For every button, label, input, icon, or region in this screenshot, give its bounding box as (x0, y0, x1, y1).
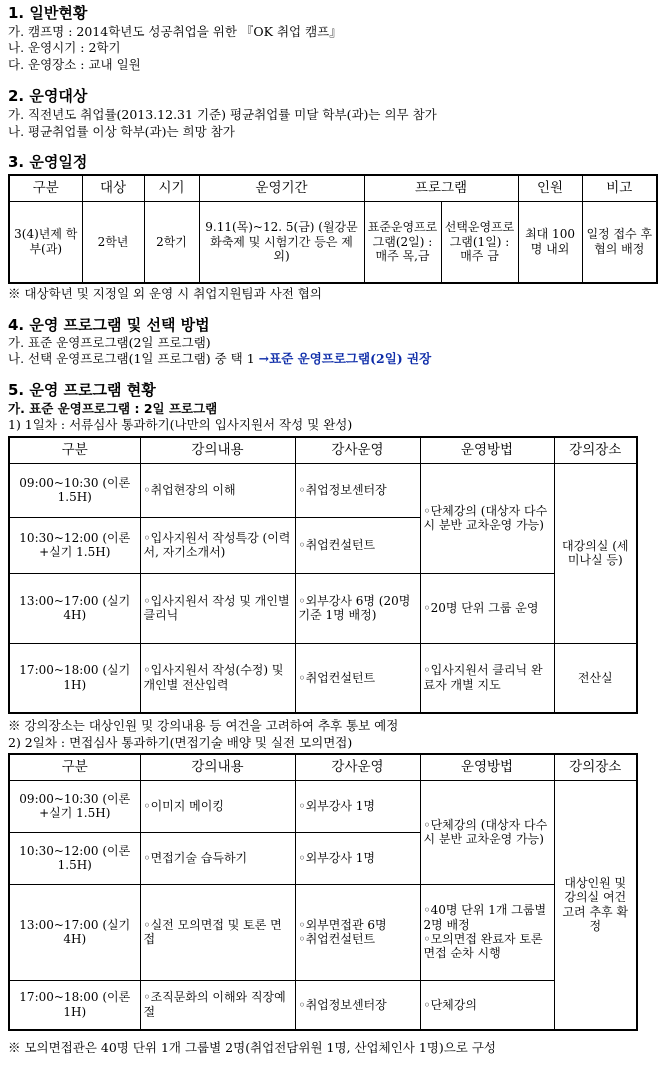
table-row (9, 643, 637, 713)
cell-teacher: ◦취업컨설턴트 (295, 517, 420, 573)
col-period: 시기 (144, 175, 199, 201)
col-method: 운영방법 (420, 754, 554, 780)
s2-line: 나. 평균취업률 이상 학부(과)는 희망 참가 (8, 124, 235, 139)
teacher-line: ◦외부면접관 6명 (298, 917, 387, 932)
cell-note: 일정 접수 후 협의 배정 (582, 201, 657, 283)
col-people: 인원 (518, 175, 582, 201)
note2: ※ 모의면접관은 40명 단위 1개 그룹별 2명(취업전담위원 1명, 산업체인사 1명)으로 구성 (8, 1040, 497, 1055)
col-program: 프로그램 (364, 175, 518, 201)
day2-title: 2) 2일차 : 면접심사 통과하기(면접기술 배양 및 실전 모의면접) (8, 735, 353, 750)
cell-duration: 9.11(목)~12. 5(금) (월강문화축제 및 시험기간 등은 제외) (199, 201, 364, 283)
cell-time: 10:30~12:00 (이론 1.5H) (9, 832, 140, 884)
s1-line: 가. 캠프명 : 2014학년도 성공취업을 위한 『OK 취업 캠프』 (8, 24, 342, 39)
cell-content: ◦입사지원서 작성 및 개인별 클리닉 (140, 573, 295, 643)
cell-time: 10:30~12:00 (이론+실기 1.5H) (9, 517, 140, 573)
s3-footnote: ※ 대상학년 및 지정일 외 운영 시 취업지원팀과 사전 협의 (8, 286, 322, 301)
cell-method: ◦입사지원서 클리닉 완료자 개별 지도 (420, 643, 554, 713)
method-line: ◦모의면접 완료자 토론면접 순차 시행 (423, 932, 543, 961)
col-duration: 운영기간 (199, 175, 364, 201)
day1-table (8, 436, 638, 714)
col-place: 강의장소 (554, 754, 637, 780)
cell-teacher: ◦외부강사 6명 (20명 기준 1명 배정) (295, 573, 420, 643)
s4-line2: 나. 선택 운영프로그램(1일 프로그램) 중 택 1 →표준 운영프로그램(2일) 권장 (8, 351, 432, 366)
s2-line: 가. 직전년도 취업률(2013.12.31 기준) 평균취업률 미달 학부(과)는 의무 참가 (8, 107, 437, 122)
cell-time: 17:00~18:00 (실기 1H) (9, 643, 140, 713)
table-row (9, 780, 637, 832)
cell-content: ◦입사지원서 작성특강 (이력서, 자기소개서) (140, 517, 295, 573)
cell-teacher: ◦취업컨설턴트 (295, 643, 420, 713)
cell-teacher (295, 884, 420, 980)
section1-title: 1. 일반현황 (8, 4, 88, 22)
cell-method: ◦20명 단위 그룹 운영 (420, 573, 554, 643)
s4-line1: 가. 표준 운영프로그램(2일 프로그램) (8, 335, 211, 350)
method-line: ◦40명 단위 1개 그룹별 2명 배정 (423, 903, 547, 932)
col-place: 강의장소 (554, 437, 637, 463)
table-row (9, 573, 637, 643)
section5-title: 5. 운영 프로그램 현황 (8, 381, 156, 399)
cell-content: ◦실전 모의면접 및 토론 면접 (140, 884, 295, 980)
col-target: 대상 (82, 175, 144, 201)
col-teacher: 강사운영 (295, 754, 420, 780)
cell-prog1: 표준운영프로그램(2일) : 매주 목,금 (364, 201, 441, 283)
cell-method: ◦단체강의 (대상자 다수 시 분반 교차운영 가능) (420, 780, 554, 884)
col-note: 비고 (582, 175, 657, 201)
section2-title: 2. 운영대상 (8, 87, 88, 105)
cell-target: 2학년 (82, 201, 144, 283)
s5-sub: 가. 표준 운영프로그램 : 2일 프로그램 (8, 401, 218, 416)
cell-gubun: 3(4)년제 학부(과) (9, 201, 82, 283)
col-gubun: 구분 (9, 754, 140, 780)
cell-prog2: 선택운영프로그램(1일) : 매주 금 (441, 201, 518, 283)
cell-place: 전산실 (554, 643, 637, 713)
note1: ※ 강의장소는 대상인원 및 강의내용 등 여건을 고려하여 추후 통보 예정 (8, 718, 399, 733)
cell-content: ◦면접기술 습득하기 (140, 832, 295, 884)
cell-time: 13:00~17:00 (실기 4H) (9, 573, 140, 643)
table-row (9, 980, 637, 1030)
cell-content: ◦입사지원서 작성(수정) 및 개인별 전산입력 (140, 643, 295, 713)
cell-people: 최대 100명 내외 (518, 201, 582, 283)
teacher-line: ◦취업컨설턴트 (298, 932, 376, 946)
section4-title: 4. 운영 프로그램 및 선택 방법 (8, 316, 210, 334)
col-gubun: 구분 (9, 437, 140, 463)
cell-method: ◦단체강의 (420, 980, 554, 1030)
col-content: 강의내용 (140, 437, 295, 463)
cell-period: 2학기 (144, 201, 199, 283)
cell-time: 09:00~10:30 (이론 1.5H) (9, 463, 140, 517)
cell-content: ◦취업현장의 이해 (140, 463, 295, 517)
cell-teacher: ◦취업정보센터장 (295, 980, 420, 1030)
s4-emphasis: →표준 운영프로그램(2일) 권장 (258, 351, 432, 366)
cell-time: 09:00~10:30 (이론+실기 1.5H) (9, 780, 140, 832)
table-row (9, 463, 637, 517)
col-content: 강의내용 (140, 754, 295, 780)
s1-line: 다. 운영장소 : 교내 일원 (8, 57, 141, 72)
cell-method: ◦단체강의 (대상자 다수 시 분반 교차운영 가능) (420, 463, 554, 573)
day1-title: 1) 1일차 : 서류심사 통과하기(나만의 입사지원서 작성 및 완성) (8, 417, 353, 432)
day2-table (8, 753, 638, 1031)
cell-content: ◦조직문화의 이해와 직장예절 (140, 980, 295, 1030)
cell-time: 13:00~17:00 (실기 4H) (9, 884, 140, 980)
s1-line: 나. 운영시기 : 2학기 (8, 40, 121, 55)
section3-title: 3. 운영일정 (8, 153, 88, 171)
col-gubun: 구분 (9, 175, 82, 201)
cell-content: ◦이미지 메이킹 (140, 780, 295, 832)
schedule-table (8, 174, 658, 284)
col-teacher: 강사운영 (295, 437, 420, 463)
cell-teacher: ◦취업정보센터장 (295, 463, 420, 517)
cell-place: 대강의실 (세미나실 등) (554, 463, 637, 643)
cell-teacher: ◦외부강사 1명 (295, 832, 420, 884)
col-method: 운영방법 (420, 437, 554, 463)
cell-time: 17:00~18:00 (이론 1H) (9, 980, 140, 1030)
cell-method (420, 884, 554, 980)
table-row (9, 884, 637, 980)
cell-teacher: ◦외부강사 1명 (295, 780, 420, 832)
cell-place: 대상인원 및 강의실 여건 고려 추후 확정 (554, 780, 637, 1030)
